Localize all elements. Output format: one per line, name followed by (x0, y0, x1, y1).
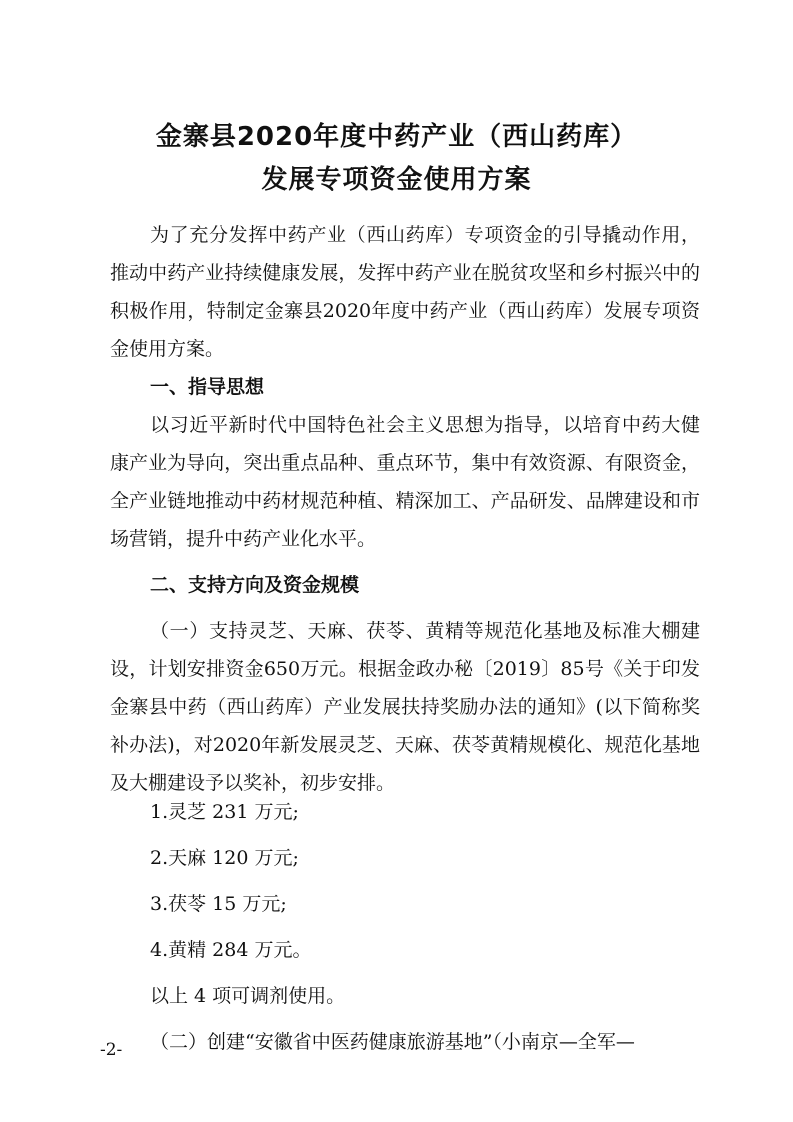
list-item: 2.天麻 120 万元; (150, 847, 299, 869)
list-item: 1.灵芝 231 万元; (150, 801, 299, 823)
list-item: 3.茯苓 15 万元; (150, 893, 287, 915)
section1-heading: 一、指导思想 (150, 376, 265, 398)
section2-heading: 二、支持方向及资金规模 (150, 574, 360, 596)
intro-paragraph: 为了充分发挥中药产业（西山药库）专项资金的引导撬动作用，推动中药产业持续健康发展，发挥中药产业在脱贫攻坚和乡村振兴中的积极作用，特制定金寨县2020年度中药产业（西山药库）发展专项资金使用方案。 (110, 224, 700, 360)
document-title-line2: 发展专项资金使用方案 (261, 165, 532, 195)
document-title-line1: 金寨县2020年度中药产业（西山药库） (155, 122, 638, 152)
list-note: 以上 4 项可调剂使用。 (150, 985, 346, 1007)
page-number: -2- (100, 1040, 123, 1060)
section2-item2: （二）创建“安徽省中医药健康旅游基地”（小南京—全军— (150, 1031, 635, 1053)
section2-item1: （一）支持灵芝、天麻、茯苓、黄精等规范化基地及标准大棚建设，计划安排资金650万元。根据金政办秘〔2019〕85号《关于印发金寨县中药（西山药库）产业发展扶持奖励办法的通知》(以下简称奖补办法)，对2020年新发展灵芝、天麻、茯苓黄精规模化、规范化基地及大棚建设予以奖补，初步安排。 (110, 620, 700, 794)
list-item: 4.黄精 284 万元。 (150, 939, 312, 961)
section1-body: 以习近平新时代中国特色社会主义思想为指导，以培育中药大健康产业为导向，突出重点品种、重点环节，集中有效资源、有限资金，全产业链地推动中药材规范种植、精深加工、产品研发、品牌建设和市场营销，提升中药产业化水平。 (110, 414, 700, 550)
